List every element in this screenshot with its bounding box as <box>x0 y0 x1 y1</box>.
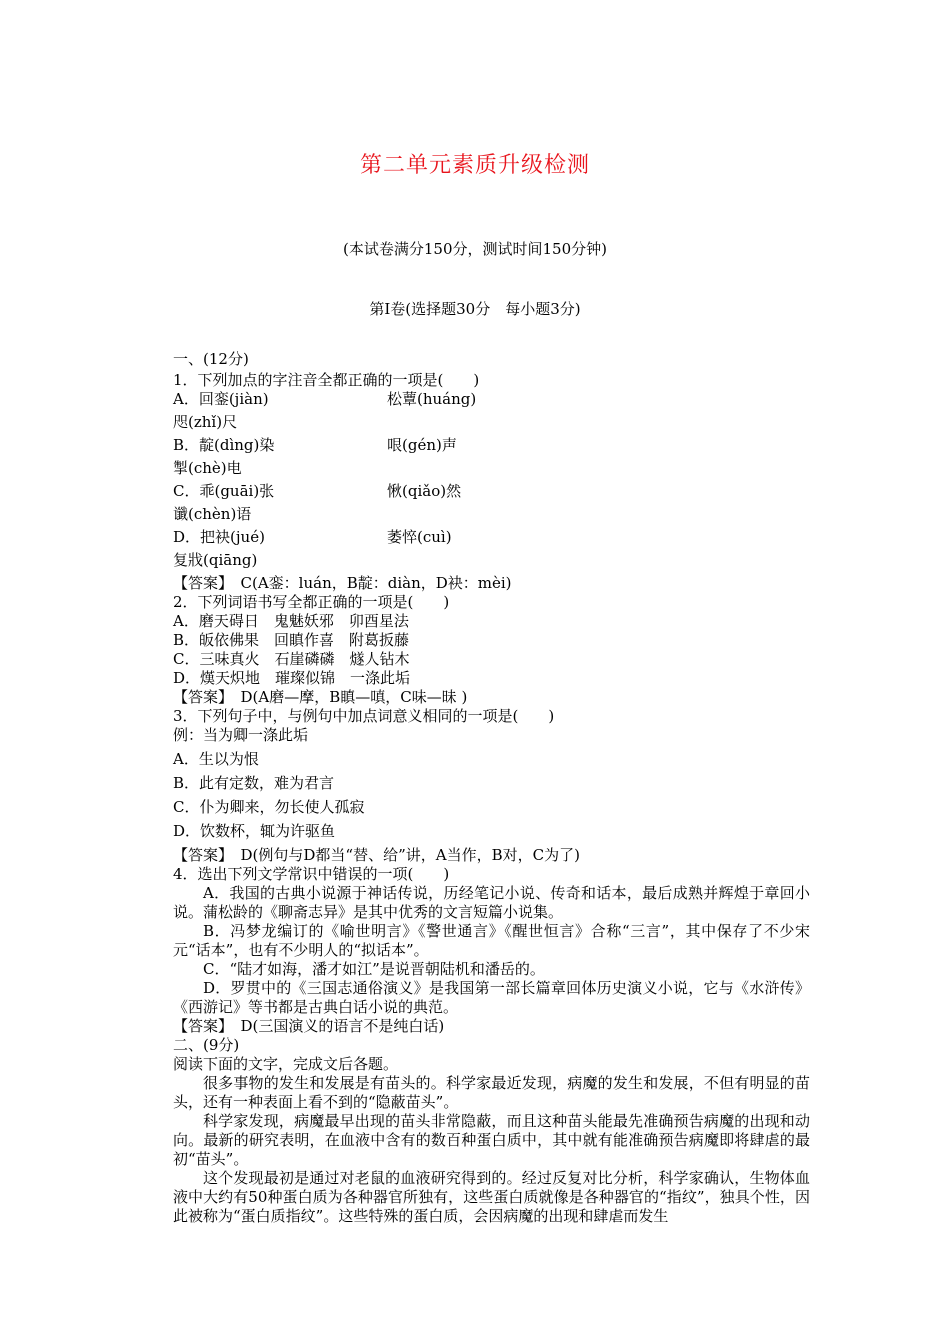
q1-c-item1: C．乖(guāi)张 <box>173 482 275 500</box>
part1-heading: 一、(12分) <box>173 350 249 368</box>
section-heading: 第Ⅰ卷(选择题30分 每小题3分) <box>369 300 581 318</box>
q1-option-a <box>173 390 810 413</box>
exam-info: (本试卷满分150分，测试时间150分钟) <box>343 240 607 258</box>
q3-option-a: A．生以为恨 <box>173 750 259 768</box>
q1-b-item2: 哏(gén)声 <box>387 436 457 454</box>
q1-option-b <box>173 436 810 459</box>
q1-d-item2: 萎悴(cuì) <box>387 528 452 546</box>
q1-d-item1: D．把袂(jué) <box>173 528 265 546</box>
q3-example: 例：当为卿一涤此垢 <box>173 726 309 744</box>
part2-instruction: 阅读下面的文字，完成文后各题。 <box>173 1055 399 1073</box>
q1-c-item3: 谶(chèn)语 <box>173 505 252 523</box>
q3-option-b: B．此有定数，难为君言 <box>173 774 335 792</box>
passage-paragraph-3: 这个发现最初是通过对老鼠的血液研究得到的。经过反复对比分析，科学家确认，生物体血液中大约有50种蛋白质为各种器官所独有，这些蛋白质就像是各种器官的“指纹”，独具个性，因此被称为“蛋白质指纹”。这些特殊的蛋白质，会因病魔的出现和肆虐而发生 <box>173 1169 810 1225</box>
q1-b-item1: B．靛(dìng)染 <box>173 436 275 454</box>
q3-answer: 【答案】 D(例句与D都当“替、给”讲，A当作，B对，C为了) <box>173 846 580 864</box>
q2-stem: 2．下列词语书写全都正确的一项是( ) <box>173 593 450 611</box>
page-title: 第二单元素质升级检测 <box>359 153 590 178</box>
q1-option-d <box>173 528 810 551</box>
q2-option-b: B．皈依佛果 回瞋作喜 附葛扳藤 <box>173 631 410 649</box>
q2-answer: 【答案】 D(A磨—摩，B瞋—嗔，C味—昧 ) <box>173 688 468 706</box>
q3-option-d: D．饮数杯，辄为许驱鱼 <box>173 822 336 840</box>
part2-heading: 二、(9分) <box>173 1036 240 1054</box>
q4-option-b: B．冯梦龙编订的《喻世明言》《警世通言》《醒世恒言》合称“三言”，其中保存了不少宋元“话本”，也有不少明人的“拟话本”。 <box>173 922 810 959</box>
q3-option-c: C．仆为卿来，勿长使人孤寂 <box>173 798 365 816</box>
q1-option-c <box>173 482 810 505</box>
q1-b-item3: 掣(chè)电 <box>173 459 242 477</box>
q1-a-item1: A．回銮(jiàn) <box>173 390 269 408</box>
q1-answer: 【答案】 C(A銮：luán，B靛：diàn，D袂：mèi) <box>173 574 512 592</box>
q1-stem: 1．下列加点的字注音全都正确的一项是( ) <box>173 371 480 389</box>
q3-stem: 3．下列句子中，与例句中加点词意义相同的一项是( ) <box>173 707 555 725</box>
q1-c-item2: 愀(qiǎo)然 <box>387 482 462 500</box>
q4-option-c: C．“陆才如海，潘才如江”是说晋朝陆机和潘岳的。 <box>203 960 545 978</box>
q1-d-item3: 复戕(qiāng) <box>173 551 258 569</box>
q4-option-d: D．罗贯中的《三国志通俗演义》是我国第一部长篇章回体历史演义小说，它与《水浒传》《西游记》等书都是古典白话小说的典范。 <box>173 979 810 1016</box>
q2-option-d: D．熯天炽地 璀璨似锦 一涤此垢 <box>173 669 411 687</box>
q2-option-c: C．三味真火 石崖磷磷 燧人钻木 <box>173 650 410 668</box>
q1-a-item2: 松蕈(huáng) <box>387 390 477 408</box>
q2-option-a: A．磨天碍日 鬼魅妖邪 卯酉星法 <box>173 612 409 630</box>
passage-paragraph-2: 科学家发现，病魔最早出现的苗头非常隐蔽，而且这种苗头能最先准确预告病魔的出现和动向。最新的研究表明，在血液中含有的数百种蛋白质中，其中就有能准确预告病魔即将肆虐的最初“苗头”。 <box>173 1112 810 1168</box>
q4-stem: 4．选出下列文学常识中错误的一项( ) <box>173 865 450 883</box>
passage-paragraph-1: 很多事物的发生和发展是有苗头的。科学家最近发现，病魔的发生和发展，不但有明显的苗头，还有一种表面上看不到的“隐蔽苗头”。 <box>173 1074 810 1111</box>
q1-a-item3: 咫(zhǐ)尺 <box>173 413 238 431</box>
exam-content <box>173 350 810 1226</box>
q4-answer: 【答案】 D(三国演义的语言不是纯白话) <box>173 1017 445 1035</box>
q4-option-a: A．我国的古典小说源于神话传说，历经笔记小说、传奇和话本，最后成熟并辉煌于章回小说。蒲松龄的《聊斋志异》是其中优秀的文言短篇小说集。 <box>173 884 810 921</box>
